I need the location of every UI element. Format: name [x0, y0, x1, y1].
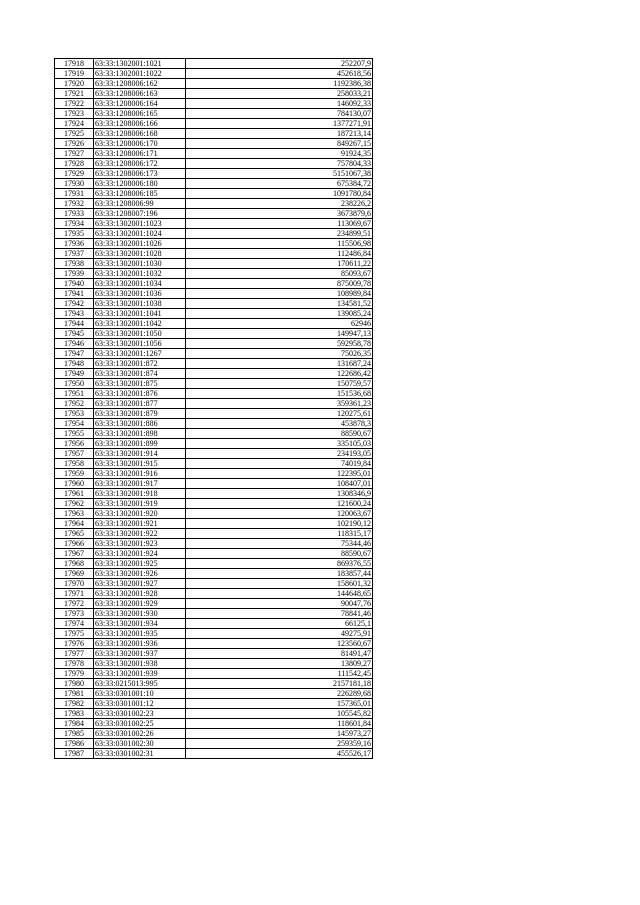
cadastral-number-cell: 63:33:1302001:939: [94, 669, 186, 679]
row-number-cell: 17986: [55, 739, 94, 749]
cadastral-number-cell: 63:33:1302001:1028: [94, 249, 186, 259]
table-row: [55, 709, 373, 719]
row-number-cell: 17925: [55, 129, 94, 139]
row-number-cell: 17918: [55, 59, 94, 69]
row-number-cell: 17952: [55, 399, 94, 409]
value-cell: 146092,33: [186, 99, 373, 109]
table-row: [55, 349, 373, 359]
table-row: [55, 99, 373, 109]
value-cell: 757804,33: [186, 159, 373, 169]
value-cell: 13809,27: [186, 659, 373, 669]
value-cell: 121600,24: [186, 499, 373, 509]
value-cell: 111542,45: [186, 669, 373, 679]
row-number-cell: 17948: [55, 359, 94, 369]
cadastral-number-cell: 63:33:1302001:1042: [94, 319, 186, 329]
cadastral-number-cell: 63:33:1302001:925: [94, 559, 186, 569]
table-row: [55, 649, 373, 659]
row-number-cell: 17987: [55, 749, 94, 759]
cadastral-number-cell: 63:33:1208006:185: [94, 189, 186, 199]
row-number-cell: 17924: [55, 119, 94, 129]
cadastral-number-cell: 63:33:1302001:875: [94, 379, 186, 389]
value-cell: 2157181,18: [186, 679, 373, 689]
row-number-cell: 17983: [55, 709, 94, 719]
cadastral-number-cell: 63:33:1302001:924: [94, 549, 186, 559]
row-number-cell: 17969: [55, 569, 94, 579]
table-row: [55, 519, 373, 529]
row-number-cell: 17945: [55, 329, 94, 339]
table-row: [55, 469, 373, 479]
value-cell: 81491,47: [186, 649, 373, 659]
table-row: [55, 669, 373, 679]
value-cell: 78841,46: [186, 609, 373, 619]
cadastral-number-cell: 63:33:0301002:26: [94, 729, 186, 739]
row-number-cell: 17942: [55, 299, 94, 309]
cadastral-number-cell: 63:33:0301002:23: [94, 709, 186, 719]
value-cell: 85093,67: [186, 269, 373, 279]
row-number-cell: 17932: [55, 199, 94, 209]
table-row: [55, 69, 373, 79]
row-number-cell: 17935: [55, 229, 94, 239]
value-cell: 158601,32: [186, 579, 373, 589]
cadastral-number-cell: 63:33:1302001:879: [94, 409, 186, 419]
cadastral-number-cell: 63:33:1208006:180: [94, 179, 186, 189]
cadastral-number-cell: 63:33:1302001:1056: [94, 339, 186, 349]
row-number-cell: 17919: [55, 69, 94, 79]
value-cell: 49275,91: [186, 629, 373, 639]
cadastral-number-cell: 63:33:1302001:1032: [94, 269, 186, 279]
row-number-cell: 17972: [55, 599, 94, 609]
row-number-cell: 17940: [55, 279, 94, 289]
cadastral-number-cell: 63:33:1302001:1034: [94, 279, 186, 289]
cadastral-number-cell: 63:33:1302001:930: [94, 609, 186, 619]
value-cell: 113069,67: [186, 219, 373, 229]
value-cell: 3673879,6: [186, 209, 373, 219]
row-number-cell: 17982: [55, 699, 94, 709]
table-row: [55, 339, 373, 349]
value-cell: 120275,61: [186, 409, 373, 419]
value-cell: 123560,67: [186, 639, 373, 649]
cadastral-number-cell: 63:33:1208006:163: [94, 89, 186, 99]
row-number-cell: 17979: [55, 669, 94, 679]
cadastral-number-cell: 63:33:0301002:31: [94, 749, 186, 759]
table-row: [55, 169, 373, 179]
value-cell: 455526,17: [186, 749, 373, 759]
row-number-cell: 17943: [55, 309, 94, 319]
value-cell: 187213,14: [186, 129, 373, 139]
cadastral-number-cell: 63:33:0301001:12: [94, 699, 186, 709]
row-number-cell: 17950: [55, 379, 94, 389]
table-row: [55, 679, 373, 689]
value-cell: 122395,01: [186, 469, 373, 479]
value-cell: 150759,57: [186, 379, 373, 389]
table-row: [55, 489, 373, 499]
value-cell: 74019,84: [186, 459, 373, 469]
value-cell: 120063,67: [186, 509, 373, 519]
row-number-cell: 17927: [55, 149, 94, 159]
cadastral-number-cell: 63:33:1208006:164: [94, 99, 186, 109]
cadastral-number-cell: 63:33:1302001:1023: [94, 219, 186, 229]
table-row: [55, 429, 373, 439]
row-number-cell: 17920: [55, 79, 94, 89]
value-cell: 108989,84: [186, 289, 373, 299]
value-cell: 102190,12: [186, 519, 373, 529]
value-cell: 62946: [186, 319, 373, 329]
table-row: [55, 109, 373, 119]
table-row: [55, 569, 373, 579]
table-row: [55, 239, 373, 249]
cadastral-number-cell: 63:33:1302001:923: [94, 539, 186, 549]
cadastral-number-cell: 63:33:0301002:30: [94, 739, 186, 749]
value-cell: 131687,24: [186, 359, 373, 369]
row-number-cell: 17930: [55, 179, 94, 189]
table-row: [55, 299, 373, 309]
cadastral-number-cell: 63:33:1208006:165: [94, 109, 186, 119]
cadastral-number-cell: 63:33:1302001:876: [94, 389, 186, 399]
table-row: [55, 89, 373, 99]
cadastral-number-cell: 63:33:1208006:168: [94, 129, 186, 139]
table-row: [55, 249, 373, 259]
cadastral-number-cell: 63:33:1302001:1036: [94, 289, 186, 299]
value-cell: 66125,1: [186, 619, 373, 629]
row-number-cell: 17973: [55, 609, 94, 619]
table-row: [55, 219, 373, 229]
value-cell: 112486,84: [186, 249, 373, 259]
value-cell: 122686,42: [186, 369, 373, 379]
row-number-cell: 17957: [55, 449, 94, 459]
table-row: [55, 289, 373, 299]
table-row: [55, 259, 373, 269]
table-row: [55, 129, 373, 139]
row-number-cell: 17956: [55, 439, 94, 449]
cadastral-number-cell: 63:33:1208006:172: [94, 159, 186, 169]
table-row: [55, 399, 373, 409]
value-cell: 183857,44: [186, 569, 373, 579]
cadastral-number-cell: 63:33:1302001:927: [94, 579, 186, 589]
table-row: [55, 209, 373, 219]
table-row: [55, 189, 373, 199]
cadastral-number-cell: 63:33:1302001:917: [94, 479, 186, 489]
value-cell: 157365,01: [186, 699, 373, 709]
table-row: [55, 479, 373, 489]
value-cell: 145973,27: [186, 729, 373, 739]
cadastral-number-cell: 63:33:1302001:899: [94, 439, 186, 449]
cadastral-number-cell: 63:33:0301001:10: [94, 689, 186, 699]
table-row: [55, 659, 373, 669]
row-number-cell: 17946: [55, 339, 94, 349]
cadastral-number-cell: 63:33:1302001:934: [94, 619, 186, 629]
table-row: [55, 449, 373, 459]
row-number-cell: 17970: [55, 579, 94, 589]
table-row: [55, 619, 373, 629]
table-row: [55, 529, 373, 539]
row-number-cell: 17933: [55, 209, 94, 219]
table-row: [55, 269, 373, 279]
row-number-cell: 17980: [55, 679, 94, 689]
cadastral-number-cell: 63:33:1302001:874: [94, 369, 186, 379]
cadastral-number-cell: 63:33:1208006:171: [94, 149, 186, 159]
value-cell: 359361,23: [186, 399, 373, 409]
cadastral-number-cell: 63:33:1302001:1267: [94, 349, 186, 359]
value-cell: 869376,55: [186, 559, 373, 569]
cadastral-number-cell: 63:33:1208006:99: [94, 199, 186, 209]
table-row: [55, 389, 373, 399]
table-row: [55, 539, 373, 549]
row-number-cell: 17949: [55, 369, 94, 379]
cadastral-number-cell: 63:33:1302001:1030: [94, 259, 186, 269]
table-row: [55, 689, 373, 699]
table-row: [55, 229, 373, 239]
value-cell: 234193,05: [186, 449, 373, 459]
table-row: [55, 149, 373, 159]
value-cell: 118315,17: [186, 529, 373, 539]
cadastral-number-cell: 63:33:1302001:898: [94, 429, 186, 439]
table-row: [55, 599, 373, 609]
row-number-cell: 17961: [55, 489, 94, 499]
cadastral-number-cell: 63:33:1302001:877: [94, 399, 186, 409]
table-row: [55, 579, 373, 589]
value-cell: 234899,51: [186, 229, 373, 239]
table-row: [55, 179, 373, 189]
value-cell: 849267,15: [186, 139, 373, 149]
row-number-cell: 17977: [55, 649, 94, 659]
table-row: [55, 359, 373, 369]
cadastral-number-cell: 63:33:1302001:1022: [94, 69, 186, 79]
value-cell: 75026,35: [186, 349, 373, 359]
value-cell: 1377271,91: [186, 119, 373, 129]
table-row: [55, 409, 373, 419]
table-row: [55, 199, 373, 209]
row-number-cell: 17976: [55, 639, 94, 649]
value-cell: 5151067,38: [186, 169, 373, 179]
cadastral-number-cell: 63:33:1208006:162: [94, 79, 186, 89]
row-number-cell: 17966: [55, 539, 94, 549]
cadastral-number-cell: 63:33:1302001:936: [94, 639, 186, 649]
cadastral-number-cell: 63:33:1302001:938: [94, 659, 186, 669]
value-cell: 259359,16: [186, 739, 373, 749]
value-cell: 134581,52: [186, 299, 373, 309]
row-number-cell: 17960: [55, 479, 94, 489]
table-row: [55, 279, 373, 289]
table-row: [55, 749, 373, 759]
value-cell: 784130,07: [186, 109, 373, 119]
table-row: [55, 59, 373, 69]
row-number-cell: 17926: [55, 139, 94, 149]
table-row: [55, 739, 373, 749]
cadastral-number-cell: 63:33:1302001:915: [94, 459, 186, 469]
value-cell: 144648,65: [186, 589, 373, 599]
value-cell: 453878,3: [186, 419, 373, 429]
value-cell: 108407,01: [186, 479, 373, 489]
row-number-cell: 17923: [55, 109, 94, 119]
table-row: [55, 79, 373, 89]
value-cell: 149947,13: [186, 329, 373, 339]
value-cell: 115506,98: [186, 239, 373, 249]
row-number-cell: 17975: [55, 629, 94, 639]
table-row: [55, 139, 373, 149]
value-cell: 91924,35: [186, 149, 373, 159]
row-number-cell: 17954: [55, 419, 94, 429]
row-number-cell: 17963: [55, 509, 94, 519]
table-row: [55, 719, 373, 729]
cadastral-number-cell: 63:33:1208006:170: [94, 139, 186, 149]
cadastral-number-cell: 63:33:1302001:922: [94, 529, 186, 539]
cadastral-number-cell: 63:33:1302001:918: [94, 489, 186, 499]
value-cell: 90047,76: [186, 599, 373, 609]
row-number-cell: 17921: [55, 89, 94, 99]
row-number-cell: 17971: [55, 589, 94, 599]
row-number-cell: 17962: [55, 499, 94, 509]
cadastral-number-cell: 63:33:1302001:928: [94, 589, 186, 599]
row-number-cell: 17947: [55, 349, 94, 359]
cadastral-number-cell: 63:33:1302001:921: [94, 519, 186, 529]
row-number-cell: 17967: [55, 549, 94, 559]
value-cell: 139085,24: [186, 309, 373, 319]
cadastral-number-cell: 63:33:1302001:935: [94, 629, 186, 639]
table-row: [55, 439, 373, 449]
row-number-cell: 17928: [55, 159, 94, 169]
table-row: [55, 549, 373, 559]
table-row: [55, 369, 373, 379]
cadastral-number-cell: 63:33:1302001:886: [94, 419, 186, 429]
value-cell: 105545,82: [186, 709, 373, 719]
table-row: [55, 319, 373, 329]
row-number-cell: 17955: [55, 429, 94, 439]
row-number-cell: 17941: [55, 289, 94, 299]
cadastral-number-cell: 63:33:1208006:173: [94, 169, 186, 179]
table-body: [55, 59, 373, 759]
row-number-cell: 17936: [55, 239, 94, 249]
row-number-cell: 17985: [55, 729, 94, 739]
table-row: [55, 609, 373, 619]
row-number-cell: 17953: [55, 409, 94, 419]
row-number-cell: 17978: [55, 659, 94, 669]
value-cell: 226289,68: [186, 689, 373, 699]
value-cell: 1192386,38: [186, 79, 373, 89]
table-row: [55, 509, 373, 519]
value-cell: 75344,46: [186, 539, 373, 549]
value-cell: 88590,67: [186, 429, 373, 439]
cadastral-number-cell: 63:33:1302001:916: [94, 469, 186, 479]
table-row: [55, 639, 373, 649]
row-number-cell: 17922: [55, 99, 94, 109]
value-cell: 675384,72: [186, 179, 373, 189]
row-number-cell: 17938: [55, 259, 94, 269]
value-cell: 592958,78: [186, 339, 373, 349]
table-row: [55, 559, 373, 569]
cadastral-number-cell: 63:33:1302001:1024: [94, 229, 186, 239]
cadastral-number-cell: 63:33:1302001:1050: [94, 329, 186, 339]
row-number-cell: 17974: [55, 619, 94, 629]
row-number-cell: 17959: [55, 469, 94, 479]
value-cell: 875009,78: [186, 279, 373, 289]
cadastral-number-cell: 63:33:1302001:1026: [94, 239, 186, 249]
cadastral-number-cell: 63:33:1302001:1021: [94, 59, 186, 69]
row-number-cell: 17934: [55, 219, 94, 229]
value-cell: 452618,56: [186, 69, 373, 79]
table-row: [55, 629, 373, 639]
table-row: [55, 309, 373, 319]
cadastral-number-cell: 63:33:0301002:25: [94, 719, 186, 729]
table-row: [55, 729, 373, 739]
row-number-cell: 17951: [55, 389, 94, 399]
cadastral-number-cell: 63:33:1302001:937: [94, 649, 186, 659]
row-number-cell: 17929: [55, 169, 94, 179]
row-number-cell: 17944: [55, 319, 94, 329]
table-row: [55, 699, 373, 709]
cadastral-number-cell: 63:33:1302001:919: [94, 499, 186, 509]
row-number-cell: 17964: [55, 519, 94, 529]
table-row: [55, 459, 373, 469]
value-cell: 88590,67: [186, 549, 373, 559]
cadastral-number-cell: 63:33:1302001:914: [94, 449, 186, 459]
data-table: [54, 58, 373, 759]
value-cell: 1091780,84: [186, 189, 373, 199]
table-row: [55, 329, 373, 339]
cadastral-number-cell: 63:33:1302001:920: [94, 509, 186, 519]
table-row: [55, 419, 373, 429]
value-cell: 238226,2: [186, 199, 373, 209]
row-number-cell: 17939: [55, 269, 94, 279]
cadastral-number-cell: 63:33:1208006:166: [94, 119, 186, 129]
row-number-cell: 17958: [55, 459, 94, 469]
value-cell: 151536,68: [186, 389, 373, 399]
cadastral-number-cell: 63:33:0215013:995: [94, 679, 186, 689]
row-number-cell: 17931: [55, 189, 94, 199]
value-cell: 335105,03: [186, 439, 373, 449]
row-number-cell: 17984: [55, 719, 94, 729]
table-row: [55, 589, 373, 599]
cadastral-number-cell: 63:33:1302001:926: [94, 569, 186, 579]
table-row: [55, 499, 373, 509]
row-number-cell: 17965: [55, 529, 94, 539]
cadastral-number-cell: 63:33:1208007:196: [94, 209, 186, 219]
table-row: [55, 119, 373, 129]
row-number-cell: 17937: [55, 249, 94, 259]
cadastral-number-cell: 63:33:1302001:1038: [94, 299, 186, 309]
value-cell: 170611,22: [186, 259, 373, 269]
row-number-cell: 17968: [55, 559, 94, 569]
table-row: [55, 159, 373, 169]
cadastral-number-cell: 63:33:1302001:872: [94, 359, 186, 369]
value-cell: 1308346,9: [186, 489, 373, 499]
value-cell: 258033,21: [186, 89, 373, 99]
value-cell: 118601,84: [186, 719, 373, 729]
cadastral-number-cell: 63:33:1302001:929: [94, 599, 186, 609]
value-cell: 252207,9: [186, 59, 373, 69]
cadastral-number-cell: 63:33:1302001:1041: [94, 309, 186, 319]
row-number-cell: 17981: [55, 689, 94, 699]
table-row: [55, 379, 373, 389]
